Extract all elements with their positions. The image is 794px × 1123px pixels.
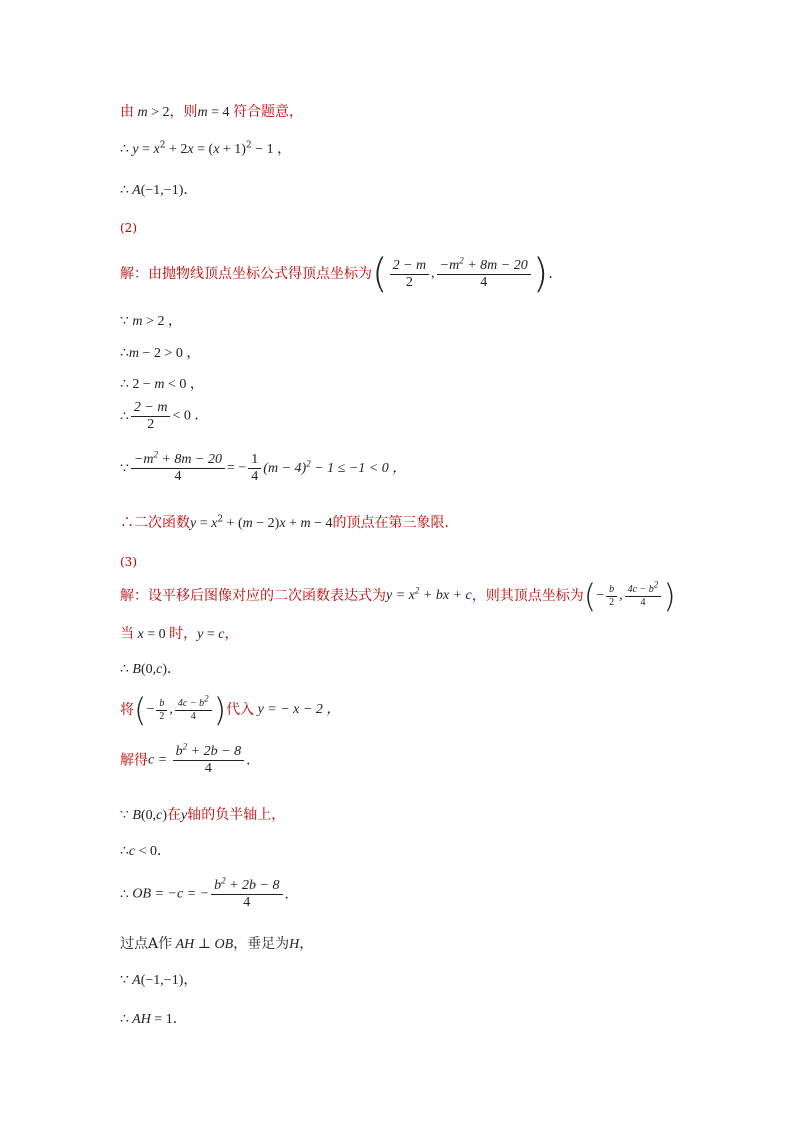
- line-point-b: ∴ B(0,c)．: [120, 661, 182, 677]
- section-label-2: (2): [120, 221, 137, 235]
- line-b-on-negative-y: ∵ B(0,c)在y轴的负半轴上，: [120, 807, 286, 823]
- line-condition-m: 由 m > 2，则m = 4 符合题意，: [120, 104, 304, 120]
- line-fraction-negative: ∴ $\frac{2 - m}{2}$ < 0 ．: [120, 400, 209, 432]
- line-c-negative: ∴c < 0．: [120, 843, 172, 859]
- fraction-vertex-y: $\frac{-m^2 + 8m - 20}{4}$: [437, 258, 531, 291]
- line-ah-length: ∴ AH = 1．: [120, 1011, 187, 1027]
- line-because-a: ∵ A(−1,−1)，: [120, 972, 198, 988]
- line-conclusion-third-quadrant: ∴二次函数$y = x^2 + (m - 2)x + m - 4$的顶点在第三象限．: [120, 514, 459, 531]
- math-y-expression: y: [128, 142, 139, 157]
- fraction-vertex-x: $\frac{2 - m}{2}$: [390, 258, 430, 291]
- line-because-m: ∵ m > 2 ，: [120, 313, 182, 329]
- line-ob-length: ∴ OB = −c = − $\frac{b^2 + 2b - 8}{4}$ ．: [120, 875, 299, 910]
- line-vertex-y-negative: ∵ $\frac{-m^2 + 8m - 20}{4}$ = − $\frac{1}{4}$ $(m - 4)^2 - 1 \le -1 < 0$ ，: [120, 449, 407, 484]
- line-function-y: ∴ $y = x^2 + 2x = (x + 1)^2 - 1$ ，: [120, 140, 292, 157]
- line-when-x-zero: 当 x = 0 时，y = c，: [120, 626, 239, 642]
- line-vertex-formula: 解：由抛物线顶点坐标公式得顶点坐标为( $\frac{2 - m}{2}$ , $\frac{-m^2 + 8m - 20}{4}$ )．: [120, 251, 563, 297]
- line-substitute: 将(− $\frac{b}{2}$ , $\frac{4c - b^2}{4}$ )代入 y = − x − 2 ，: [120, 691, 341, 729]
- line-translated-function: 解：设平移后图像对应的二次函数表达式为$y = x^2$ + bx + c，则其顶点坐标为(− $\frac{b}{2}$ , $\frac{4c - b^2}{4}$ ): [120, 577, 676, 615]
- line-point-a: ∴ A(−1,−1)．: [120, 182, 198, 198]
- math-m-gt-2: m: [134, 105, 148, 120]
- section-label-3: (3): [120, 555, 137, 569]
- line-solve-c: 解得c = $\frac{b^2 + 2b - 8}{4}$ ．: [120, 741, 261, 776]
- line-m-minus-2: ∴m − 2 > 0 ，: [120, 345, 201, 361]
- line-perpendicular: 过点A作 AH ⊥ OB，垂足为H，: [120, 936, 314, 952]
- line-2-minus-m: ∴ 2 − m < 0 ，: [120, 376, 204, 392]
